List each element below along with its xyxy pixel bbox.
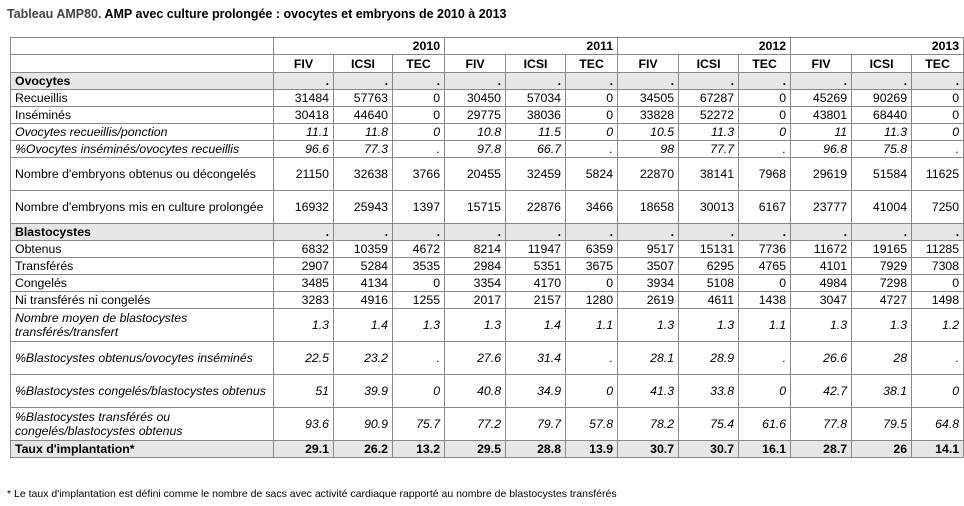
value-cell: 11285 (912, 241, 964, 258)
value-cell: . (566, 224, 618, 241)
technique-header: TEC (739, 55, 791, 73)
value-cell: 4765 (739, 258, 791, 275)
value-cell: . (912, 73, 964, 90)
table-row (11, 158, 964, 191)
value-cell: 57.8 (566, 408, 618, 441)
value-cell: 26.6 (791, 342, 852, 375)
value-cell: 1.4 (334, 309, 393, 342)
year-header: 2010 (274, 38, 445, 55)
value-cell: 52272 (679, 107, 739, 124)
value-cell: 28.7 (791, 441, 852, 458)
value-cell: . (393, 224, 445, 241)
table-caption: AMP avec culture prolongée : ovocytes et embryons de 2010 à 2013 (101, 7, 507, 21)
value-cell: . (506, 73, 566, 90)
value-cell: . (506, 224, 566, 241)
value-cell: 33828 (618, 107, 679, 124)
technique-header: ICSI (679, 55, 739, 73)
value-cell: 5284 (334, 258, 393, 275)
value-cell: 28.8 (506, 441, 566, 458)
row-label: Transférés (11, 258, 274, 275)
value-cell: 1.3 (445, 309, 506, 342)
table-row (11, 107, 964, 124)
value-cell: . (739, 224, 791, 241)
value-cell: 90.9 (334, 408, 393, 441)
value-cell: . (739, 342, 791, 375)
value-cell: 97.8 (445, 141, 506, 158)
value-cell: 30.7 (679, 441, 739, 458)
row-label: %Blastocystes obtenus/ovocytes inséminés (11, 342, 274, 375)
value-cell: 1.4 (506, 309, 566, 342)
row-label: Nombre moyen de blastocystes transférés/transfert (11, 309, 274, 342)
year-header: 2011 (445, 38, 618, 55)
value-cell: 0 (739, 124, 791, 141)
value-cell: 11947 (506, 241, 566, 258)
value-cell: 30.7 (618, 441, 679, 458)
value-cell: 1498 (912, 292, 964, 309)
table-row (11, 408, 964, 441)
value-cell: 90269 (852, 90, 912, 107)
value-cell: 1.3 (679, 309, 739, 342)
table-row (11, 191, 964, 224)
value-cell: 1.2 (912, 309, 964, 342)
value-cell: 3354 (445, 275, 506, 292)
table-title (7, 7, 507, 21)
value-cell: . (912, 141, 964, 158)
table-row (11, 342, 964, 375)
value-cell: 96.8 (791, 141, 852, 158)
row-label: Inséminés (11, 107, 274, 124)
value-cell: 1.3 (791, 309, 852, 342)
technique-header-row (11, 55, 964, 73)
value-cell: 1.3 (274, 309, 334, 342)
value-cell: 6832 (274, 241, 334, 258)
value-cell: 66.7 (506, 141, 566, 158)
value-cell: 79.5 (852, 408, 912, 441)
value-cell: 29619 (791, 158, 852, 191)
row-label: Nombre d'embryons mis en culture prolongée (11, 191, 274, 224)
value-cell: 0 (912, 275, 964, 292)
value-cell: 96.6 (274, 141, 334, 158)
value-cell: 44640 (334, 107, 393, 124)
value-cell: . (912, 342, 964, 375)
row-label: Ni transférés ni congelés (11, 292, 274, 309)
value-cell: 27.6 (445, 342, 506, 375)
value-cell: 1.1 (566, 309, 618, 342)
value-cell: 67287 (679, 90, 739, 107)
value-cell: 22876 (506, 191, 566, 224)
row-label: %Ovocytes inséminés/ovocytes recueillis (11, 141, 274, 158)
value-cell: 0 (393, 90, 445, 107)
table-row (11, 309, 964, 342)
value-cell: 32459 (506, 158, 566, 191)
value-cell: 1397 (393, 191, 445, 224)
value-cell: 22.5 (274, 342, 334, 375)
value-cell: 11625 (912, 158, 964, 191)
value-cell: 39.9 (334, 375, 393, 408)
value-cell: 1280 (566, 292, 618, 309)
value-cell: . (566, 342, 618, 375)
value-cell: 11.8 (334, 124, 393, 141)
value-cell: 61.6 (739, 408, 791, 441)
value-cell: 1.3 (618, 309, 679, 342)
value-cell: . (739, 73, 791, 90)
value-cell: . (334, 73, 393, 90)
value-cell: 32638 (334, 158, 393, 191)
value-cell: 4916 (334, 292, 393, 309)
value-cell: . (393, 73, 445, 90)
value-cell: 0 (393, 107, 445, 124)
value-cell: 75.8 (852, 141, 912, 158)
value-cell: . (334, 224, 393, 241)
value-cell: 30013 (679, 191, 739, 224)
value-cell: . (679, 224, 739, 241)
value-cell: 2017 (445, 292, 506, 309)
value-cell: 1255 (393, 292, 445, 309)
technique-header: TEC (393, 55, 445, 73)
value-cell: 75.7 (393, 408, 445, 441)
value-cell: 29.1 (274, 441, 334, 458)
value-cell: . (679, 73, 739, 90)
value-cell: . (393, 342, 445, 375)
value-cell: 7736 (739, 241, 791, 258)
value-cell: 98 (618, 141, 679, 158)
technique-header: TEC (566, 55, 618, 73)
value-cell: 4134 (334, 275, 393, 292)
value-cell: 16.1 (739, 441, 791, 458)
table-row (11, 258, 964, 275)
value-cell: 3535 (393, 258, 445, 275)
technique-header: TEC (912, 55, 964, 73)
value-cell: 11.5 (506, 124, 566, 141)
value-cell: 0 (566, 375, 618, 408)
value-cell: 2619 (618, 292, 679, 309)
value-cell: 38.1 (852, 375, 912, 408)
value-cell: 5351 (506, 258, 566, 275)
technique-header: FIV (445, 55, 506, 73)
value-cell: 20455 (445, 158, 506, 191)
value-cell: 4984 (791, 275, 852, 292)
value-cell: 77.2 (445, 408, 506, 441)
value-cell: 7968 (739, 158, 791, 191)
value-cell: 1.3 (393, 309, 445, 342)
value-cell: 28 (852, 342, 912, 375)
value-cell: 41.3 (618, 375, 679, 408)
value-cell: 11672 (791, 241, 852, 258)
corner-cell (11, 55, 274, 73)
value-cell: 3466 (566, 191, 618, 224)
value-cell: 41004 (852, 191, 912, 224)
value-cell: 3047 (791, 292, 852, 309)
value-cell: 30450 (445, 90, 506, 107)
value-cell: 34.9 (506, 375, 566, 408)
value-cell: 10.5 (618, 124, 679, 141)
row-label: Ovocytes (11, 73, 274, 90)
value-cell: 2157 (506, 292, 566, 309)
amp-table (10, 37, 964, 458)
value-cell: 29.5 (445, 441, 506, 458)
value-cell: 28.9 (679, 342, 739, 375)
row-label: %Blastocystes transférés ou congelés/blastocystes obtenus (11, 408, 274, 441)
value-cell: 4611 (679, 292, 739, 309)
row-label: Taux d'implantation* (11, 441, 274, 458)
value-cell: 5108 (679, 275, 739, 292)
table-row (11, 90, 964, 107)
row-label: Blastocystes (11, 224, 274, 241)
value-cell: 31.4 (506, 342, 566, 375)
value-cell: 4672 (393, 241, 445, 258)
total-row (11, 441, 964, 458)
value-cell: 0 (912, 124, 964, 141)
value-cell: 77.7 (679, 141, 739, 158)
value-cell: . (912, 224, 964, 241)
value-cell: 78.2 (618, 408, 679, 441)
value-cell: 0 (912, 375, 964, 408)
value-cell: . (445, 224, 506, 241)
value-cell: 79.7 (506, 408, 566, 441)
value-cell: . (791, 73, 852, 90)
technique-header: ICSI (334, 55, 393, 73)
value-cell: 13.2 (393, 441, 445, 458)
value-cell: 77.3 (334, 141, 393, 158)
value-cell: . (739, 141, 791, 158)
value-cell: . (274, 73, 334, 90)
table-row (11, 141, 964, 158)
year-header-row (11, 38, 964, 55)
value-cell: 18658 (618, 191, 679, 224)
value-cell: 4101 (791, 258, 852, 275)
technique-header: FIV (618, 55, 679, 73)
value-cell: 26.2 (334, 441, 393, 458)
value-cell: 42.7 (791, 375, 852, 408)
value-cell: 6295 (679, 258, 739, 275)
value-cell: 51 (274, 375, 334, 408)
value-cell: 11 (791, 124, 852, 141)
value-cell: 1.3 (852, 309, 912, 342)
value-cell: 19165 (852, 241, 912, 258)
value-cell: 1438 (739, 292, 791, 309)
value-cell: 3485 (274, 275, 334, 292)
value-cell: 22870 (618, 158, 679, 191)
value-cell: 0 (393, 375, 445, 408)
value-cell: 8214 (445, 241, 506, 258)
table-row (11, 241, 964, 258)
table-id: Tableau AMP80. (7, 7, 102, 21)
value-cell: 7250 (912, 191, 964, 224)
row-label: Nombre d'embryons obtenus ou décongelés (11, 158, 274, 191)
value-cell: 43801 (791, 107, 852, 124)
row-label: Ovocytes recueillis/ponction (11, 124, 274, 141)
value-cell: . (852, 224, 912, 241)
value-cell: 2984 (445, 258, 506, 275)
technique-header: ICSI (506, 55, 566, 73)
value-cell: 40.8 (445, 375, 506, 408)
value-cell: 75.4 (679, 408, 739, 441)
value-cell: 21150 (274, 158, 334, 191)
value-cell: 38036 (506, 107, 566, 124)
technique-header: FIV (791, 55, 852, 73)
value-cell: 3675 (566, 258, 618, 275)
value-cell: 28.1 (618, 342, 679, 375)
value-cell: 16932 (274, 191, 334, 224)
value-cell: 57034 (506, 90, 566, 107)
value-cell: 13.9 (566, 441, 618, 458)
value-cell: 11.3 (852, 124, 912, 141)
value-cell: . (618, 224, 679, 241)
section-row (11, 73, 964, 90)
value-cell: 0 (739, 90, 791, 107)
value-cell: 57763 (334, 90, 393, 107)
value-cell: 23.2 (334, 342, 393, 375)
value-cell: . (445, 73, 506, 90)
technique-header: ICSI (852, 55, 912, 73)
value-cell: 15715 (445, 191, 506, 224)
section-row (11, 224, 964, 241)
value-cell: . (393, 141, 445, 158)
value-cell: 64.8 (912, 408, 964, 441)
value-cell: 7298 (852, 275, 912, 292)
value-cell: 11.3 (679, 124, 739, 141)
year-header: 2013 (791, 38, 964, 55)
value-cell: 0 (739, 107, 791, 124)
value-cell: 26 (852, 441, 912, 458)
value-cell: 0 (739, 275, 791, 292)
value-cell: 11.1 (274, 124, 334, 141)
value-cell: 3934 (618, 275, 679, 292)
value-cell: 3766 (393, 158, 445, 191)
value-cell: 7308 (912, 258, 964, 275)
footnote: * Le taux d'implantation est défini comme le nombre de sacs avec activité cardiaque rapporté au nombre de blastocystes transférés (7, 488, 617, 500)
value-cell: 5824 (566, 158, 618, 191)
row-label: Congelés (11, 275, 274, 292)
value-cell: 93.6 (274, 408, 334, 441)
value-cell: 25943 (334, 191, 393, 224)
value-cell: . (618, 73, 679, 90)
row-label: Recueillis (11, 90, 274, 107)
value-cell: 14.1 (912, 441, 964, 458)
row-label: %Blastocystes congelés/blastocystes obtenus (11, 375, 274, 408)
table-row (11, 292, 964, 309)
value-cell: 1.1 (739, 309, 791, 342)
value-cell: 34505 (618, 90, 679, 107)
value-cell: 7929 (852, 258, 912, 275)
value-cell: 4727 (852, 292, 912, 309)
value-cell: . (274, 224, 334, 241)
value-cell: 77.8 (791, 408, 852, 441)
value-cell: . (566, 141, 618, 158)
value-cell: 38141 (679, 158, 739, 191)
value-cell: 10359 (334, 241, 393, 258)
value-cell: 0 (393, 124, 445, 141)
value-cell: 0 (393, 275, 445, 292)
table-row (11, 275, 964, 292)
value-cell: 0 (739, 375, 791, 408)
value-cell: 0 (566, 107, 618, 124)
value-cell: 2907 (274, 258, 334, 275)
value-cell: 6167 (739, 191, 791, 224)
table-row (11, 375, 964, 408)
technique-header: FIV (274, 55, 334, 73)
value-cell: . (566, 73, 618, 90)
row-label: Obtenus (11, 241, 274, 258)
value-cell: 0 (912, 107, 964, 124)
value-cell: 0 (566, 90, 618, 107)
value-cell: 15131 (679, 241, 739, 258)
value-cell: 0 (566, 124, 618, 141)
value-cell: 10.8 (445, 124, 506, 141)
value-cell: 0 (566, 275, 618, 292)
value-cell: 31484 (274, 90, 334, 107)
corner-cell (11, 38, 274, 55)
table-row (11, 124, 964, 141)
value-cell: 4170 (506, 275, 566, 292)
value-cell: 3283 (274, 292, 334, 309)
value-cell: 29775 (445, 107, 506, 124)
value-cell: 68440 (852, 107, 912, 124)
value-cell: 23777 (791, 191, 852, 224)
value-cell: 30418 (274, 107, 334, 124)
value-cell: . (791, 224, 852, 241)
value-cell: . (852, 73, 912, 90)
value-cell: 45269 (791, 90, 852, 107)
value-cell: 3507 (618, 258, 679, 275)
value-cell: 0 (912, 90, 964, 107)
value-cell: 33.8 (679, 375, 739, 408)
value-cell: 6359 (566, 241, 618, 258)
value-cell: 51584 (852, 158, 912, 191)
value-cell: 9517 (618, 241, 679, 258)
year-header: 2012 (618, 38, 791, 55)
